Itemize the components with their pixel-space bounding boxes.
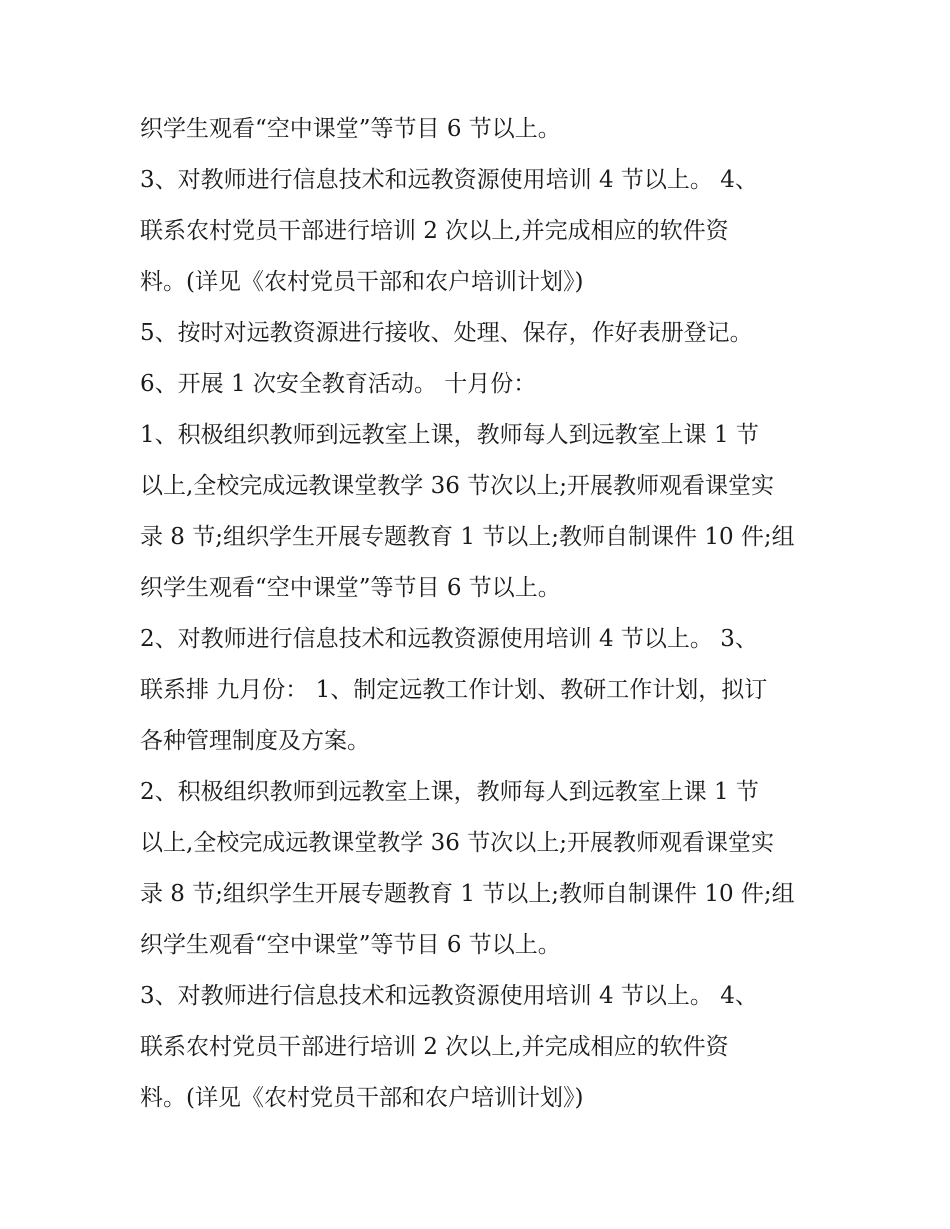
text-line: 各种管理制度及方案。 <box>140 728 370 754</box>
text-line: 联系农村党员干部进行培训 2 次以上,并完成相应的软件资 <box>140 218 729 244</box>
text-line: 织学生观看“空中课堂”等节目 6 节以上。 <box>140 932 561 958</box>
text-line: 以上,全校完成远教课堂教学 36 节次以上;开展教师观看课堂实 <box>140 473 774 499</box>
text-line: 料。(详见《农村党员干部和农户培训计划》) <box>140 269 584 295</box>
text-line: 录 8 节;组织学生开展专题教育 1 节以上;教师自制课件 10 件;组 <box>140 524 795 550</box>
document-body <box>140 104 820 1124</box>
text-line: 2、积极组织教师到远教室上课，教师每人到远教室上课 1 节 <box>140 779 759 805</box>
text-line: 5、按时对远教资源进行接收、处理、保存，作好表册登记。 <box>140 320 753 346</box>
text-line: 织学生观看“空中课堂”等节目 6 节以上。 <box>140 116 561 142</box>
text-line: 织学生观看“空中课堂”等节目 6 节以上。 <box>140 575 561 601</box>
text-line: 录 8 节;组织学生开展专题教育 1 节以上;教师自制课件 10 件;组 <box>140 881 795 907</box>
text-line: 1、积极组织教师到远教室上课，教师每人到远教室上课 1 节 <box>140 422 759 448</box>
text-line: 3、对教师进行信息技术和远教资源使用培训 4 节以上。 4、 <box>140 983 758 1009</box>
text-line: 联系排 九月份： 1、制定远教工作计划、教研工作计划，拟订 <box>140 677 768 703</box>
text-line: 料。(详见《农村党员干部和农户培训计划》) <box>140 1085 584 1111</box>
text-line: 6、开展 1 次安全教育活动。 十月份： <box>140 371 537 397</box>
text-line: 联系农村党员干部进行培训 2 次以上,并完成相应的软件资 <box>140 1034 729 1060</box>
text-line: 3、对教师进行信息技术和远教资源使用培训 4 节以上。 4、 <box>140 167 758 193</box>
text-line: 以上,全校完成远教课堂教学 36 节次以上;开展教师观看课堂实 <box>140 830 774 856</box>
text-line: 2、对教师进行信息技术和远教资源使用培训 4 节以上。 3、 <box>140 626 758 652</box>
